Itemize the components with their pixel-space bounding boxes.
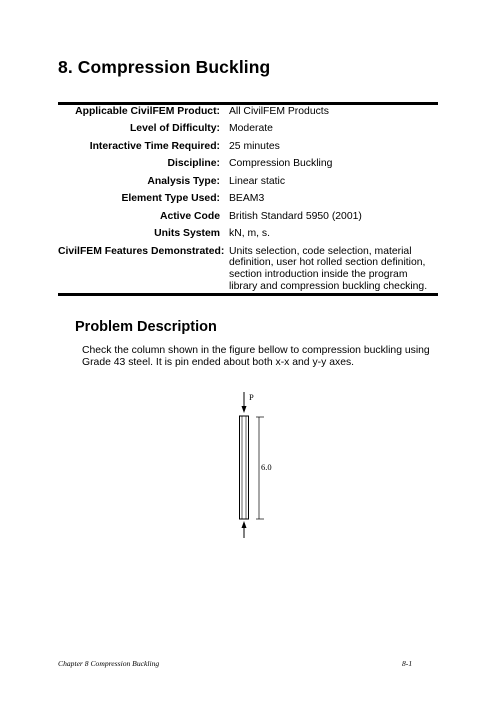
info-label: Interactive Time Required:	[89, 140, 220, 152]
footer-page-number: 8-1	[402, 659, 413, 668]
info-row-element-type	[58, 193, 438, 205]
info-value: Linear static	[229, 175, 286, 187]
load-label: P	[249, 392, 254, 402]
info-value: All CivilFEM Products	[229, 106, 329, 117]
info-row-active-code	[58, 211, 438, 223]
footer-chapter: Chapter 8 Compression Buckling	[58, 659, 160, 668]
info-row-analysis-type	[58, 176, 438, 188]
info-label: Discipline:	[167, 158, 220, 170]
info-value: British Standard 5950 (2001)	[229, 210, 362, 222]
problem-info-table	[58, 106, 438, 298]
table-top-rule	[58, 102, 438, 105]
info-value: Compression Buckling	[229, 158, 333, 170]
load-arrow-head	[242, 406, 247, 413]
info-label: Units System	[154, 228, 220, 240]
problem-description-text: Check the column shown in the figure bellow to compression buckling using Grade 43 steel. It is pin ended about both x-x and y-y axes.	[82, 345, 430, 369]
info-value: kN, m, s.	[229, 228, 270, 240]
info-value: Moderate	[229, 123, 273, 135]
column-figure	[228, 388, 288, 540]
info-value: BEAM3	[229, 193, 265, 205]
info-value: Units selection, code selection, material definition, user hot rolled section definition, section introduction inside the program library and compression buckling checking.	[229, 245, 428, 292]
info-row-product	[58, 106, 438, 118]
chapter-title: 8. Compression Buckling	[58, 57, 271, 77]
info-label: Applicable CivilFEM Product:	[75, 106, 220, 117]
info-row-discipline	[58, 158, 438, 170]
table-bottom-rule	[58, 293, 438, 296]
info-row-features	[58, 246, 438, 292]
reaction-arrow-head	[242, 521, 247, 528]
info-label: CivilFEM Features Demonstrated:	[58, 245, 225, 257]
info-row-difficulty	[58, 123, 438, 135]
info-row-time	[58, 141, 438, 153]
info-row-units	[58, 228, 438, 240]
column-member	[240, 416, 249, 519]
info-label: Element Type Used:	[121, 193, 220, 205]
section-title: Problem Description	[75, 319, 217, 335]
length-label: 6.0	[261, 462, 272, 472]
info-label: Level of Difficulty:	[129, 123, 220, 135]
info-label: Analysis Type:	[147, 175, 220, 187]
info-label: Active Code	[159, 210, 220, 222]
info-value: 25 minutes	[229, 140, 280, 152]
